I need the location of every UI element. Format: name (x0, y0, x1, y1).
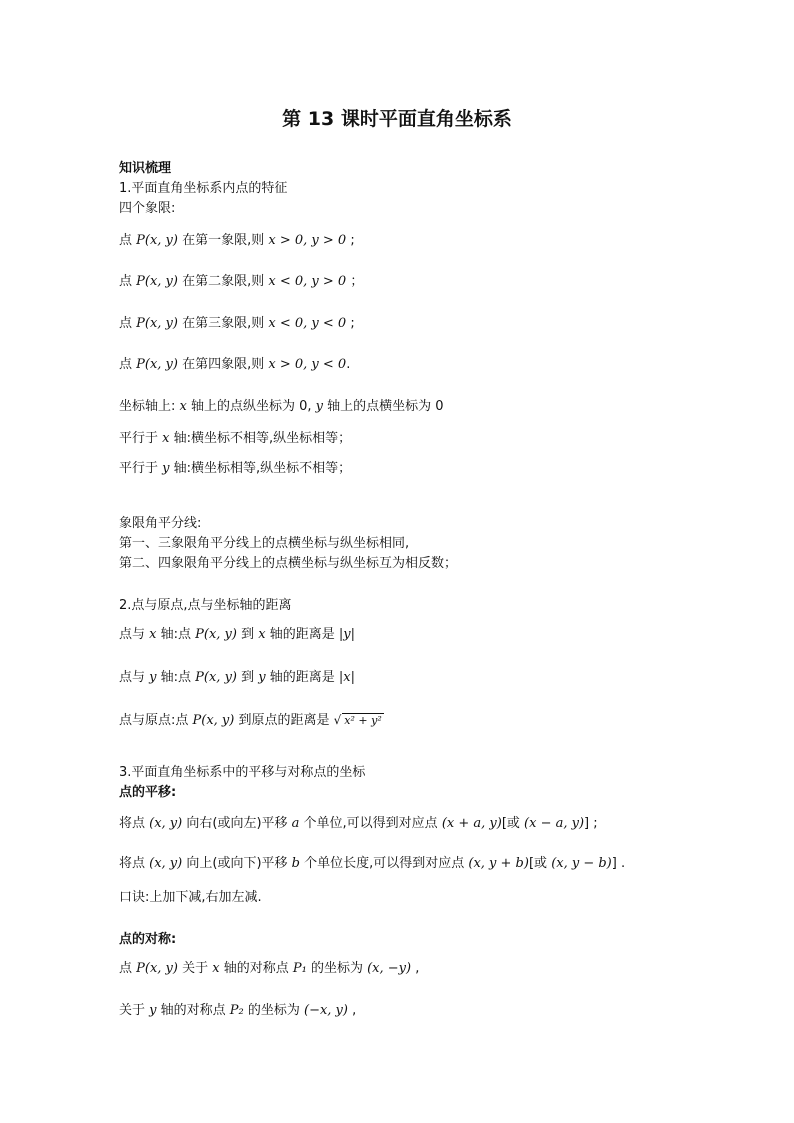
text-fragment: 的坐标为 (306, 961, 368, 976)
text-fragment: 点 (119, 357, 137, 372)
text-fragment: , (411, 961, 420, 976)
text-fragment: 将点 (119, 816, 150, 831)
text-fragment: 的坐标为 (243, 1003, 304, 1018)
text-fragment: , (347, 1003, 357, 1018)
translation-horizontal (119, 815, 598, 833)
math-expression: P(x, y) (136, 274, 178, 289)
symmetry-y-axis (119, 1002, 356, 1020)
translation-vertical (119, 855, 625, 873)
text-fragment: 在第一象限,则 (177, 233, 269, 248)
math-expression: (x, y + b) (468, 856, 529, 871)
text-fragment: 轴上的点纵坐标为 0, (186, 399, 316, 414)
text-fragment: 在第二象限,则 (177, 274, 269, 289)
math-expression: x (149, 627, 157, 642)
bisector-rule-2: 第二、四象限角平分线上的点横坐标与纵坐标互为相反数； (119, 556, 458, 571)
parallel-x-rule (119, 430, 351, 448)
math-expression: (x, −y) (367, 961, 412, 976)
text-fragment: 在第三象限,则 (177, 316, 269, 331)
quadrant-3-rule (119, 315, 355, 333)
quadrant-4-rule (119, 356, 350, 374)
text-fragment: . (346, 357, 351, 372)
math-expression: x > 0, y > 0 (268, 233, 347, 248)
translation-heading: 点的平移: (119, 785, 177, 800)
text-fragment: 轴:横坐标相等,纵坐标不相等； (169, 461, 352, 476)
math-expression: (x, y − b) (551, 856, 612, 871)
text-fragment: 个单位,可以得到对应点 (299, 816, 442, 831)
quadrant-1-rule (119, 232, 355, 250)
section-heading-knowledge: 知识梳理 (119, 161, 172, 176)
math-expression: (x − a, y) (524, 816, 585, 831)
text-fragment: 坐标轴上: (119, 399, 180, 414)
mnemonic: 口诀:上加下减,右加左减. (119, 890, 262, 905)
text-fragment: 在第四象限,则 (177, 357, 269, 372)
text-fragment: ] . (611, 856, 626, 871)
text-fragment: 点与原点:点 (119, 713, 193, 728)
math-expression: y (149, 1003, 157, 1018)
sqrt-sign: √ (333, 713, 342, 727)
math-expression: (x, y) (149, 816, 183, 831)
text-fragment: 平行于 (119, 461, 163, 476)
math-expression: P(x, y) (136, 357, 178, 372)
page-title: 第 13 课时平面直角坐标系 (282, 108, 512, 130)
section-1-heading: 1.平面直角坐标系内点的特征 (119, 181, 288, 196)
math-expression: x < 0, y < 0 (268, 316, 347, 331)
math-expression: P(x, y) (192, 713, 235, 728)
text-fragment: 向上(或向下)平移 (182, 856, 292, 871)
section-3-heading: 3.平面直角坐标系中的平移与对称点的坐标 (119, 765, 366, 780)
text-fragment: 向右(或向左)平移 (182, 816, 292, 831)
text-fragment: 点与 (119, 670, 150, 685)
math-expression: P(x, y) (136, 233, 178, 248)
distance-y-axis (119, 669, 355, 687)
math-expression: (x, y) (149, 856, 183, 871)
math-expression: y (149, 670, 157, 685)
math-expression: y (162, 461, 170, 476)
symmetry-x-axis (119, 960, 419, 978)
text-fragment: 轴:横坐标不相等,纵坐标相等； (169, 431, 352, 446)
math-expression: (x + a, y) (441, 816, 502, 831)
text-fragment: 轴的距离是 (265, 627, 339, 642)
math-expression: |y| (338, 627, 355, 642)
math-expression: |x| (338, 670, 355, 685)
text-fragment: 到原点的距离是 (234, 713, 334, 728)
math-expression: y (315, 399, 324, 414)
bisector-heading: 象限角平分线: (119, 516, 202, 531)
symmetry-heading: 点的对称: (119, 932, 177, 947)
math-expression: P(x, y) (195, 670, 237, 685)
math-expression: y (258, 670, 266, 685)
text-fragment: 点 (119, 316, 137, 331)
text-fragment: 轴的对称点 (156, 1003, 230, 1018)
math-expression: x (212, 961, 220, 976)
text-fragment: 轴的距离是 (265, 670, 339, 685)
text-fragment: 平行于 (119, 431, 163, 446)
text-fragment: ; (346, 233, 355, 248)
quadrants-label: 四个象限: (119, 201, 176, 216)
math-expression: x < 0, y > 0 (268, 274, 347, 289)
text-fragment: 到 (236, 627, 259, 642)
section-2-heading: 2.点与原点,点与坐标轴的距离 (119, 598, 292, 613)
text-fragment: 到 (237, 670, 259, 685)
text-fragment: ; (346, 316, 355, 331)
text-fragment: [或 (501, 816, 525, 831)
axis-rule (119, 398, 444, 416)
text-fragment: x² + y² (344, 714, 382, 727)
text-fragment: [或 (528, 856, 552, 871)
math-expression: b (291, 856, 300, 871)
text-fragment: ； (346, 274, 364, 289)
text-fragment: 轴:点 (156, 670, 196, 685)
text-fragment: 轴:点 (156, 627, 196, 642)
math-expression: P(x, y) (136, 316, 178, 331)
math-expression: P(x, y) (136, 961, 178, 976)
quadrant-2-rule (119, 273, 363, 291)
math-expression: x (179, 399, 187, 414)
bisector-rule-1: 第一、三象限角平分线上的点横坐标与纵坐标相同, (119, 536, 410, 551)
text-fragment: 将点 (119, 856, 150, 871)
math-expression: x (258, 627, 266, 642)
text-fragment: 点 (119, 274, 137, 289)
math-expression: P₁ (292, 961, 307, 976)
math-expression: a (291, 816, 300, 831)
text-fragment: 点 (119, 233, 137, 248)
parallel-y-rule (119, 460, 351, 478)
math-expression: x > 0, y < 0 (268, 357, 347, 372)
math-expression: P₂ (229, 1003, 244, 1018)
distance-origin (119, 711, 384, 730)
math-expression: x (162, 431, 170, 446)
text-fragment: 关于 (177, 961, 213, 976)
math-expression: (−x, y) (304, 1003, 348, 1018)
distance-x-axis (119, 626, 355, 644)
text-fragment: ] ; (584, 816, 598, 831)
math-expression: P(x, y) (195, 627, 237, 642)
text-fragment: 点 (119, 961, 137, 976)
text-fragment: 轴的对称点 (219, 961, 293, 976)
text-fragment: 个单位长度,可以得到对应点 (299, 856, 469, 871)
text-fragment: 轴上的点横坐标为 0 (323, 399, 444, 414)
text-fragment: 点与 (119, 627, 150, 642)
text-fragment: 关于 (119, 1003, 150, 1018)
